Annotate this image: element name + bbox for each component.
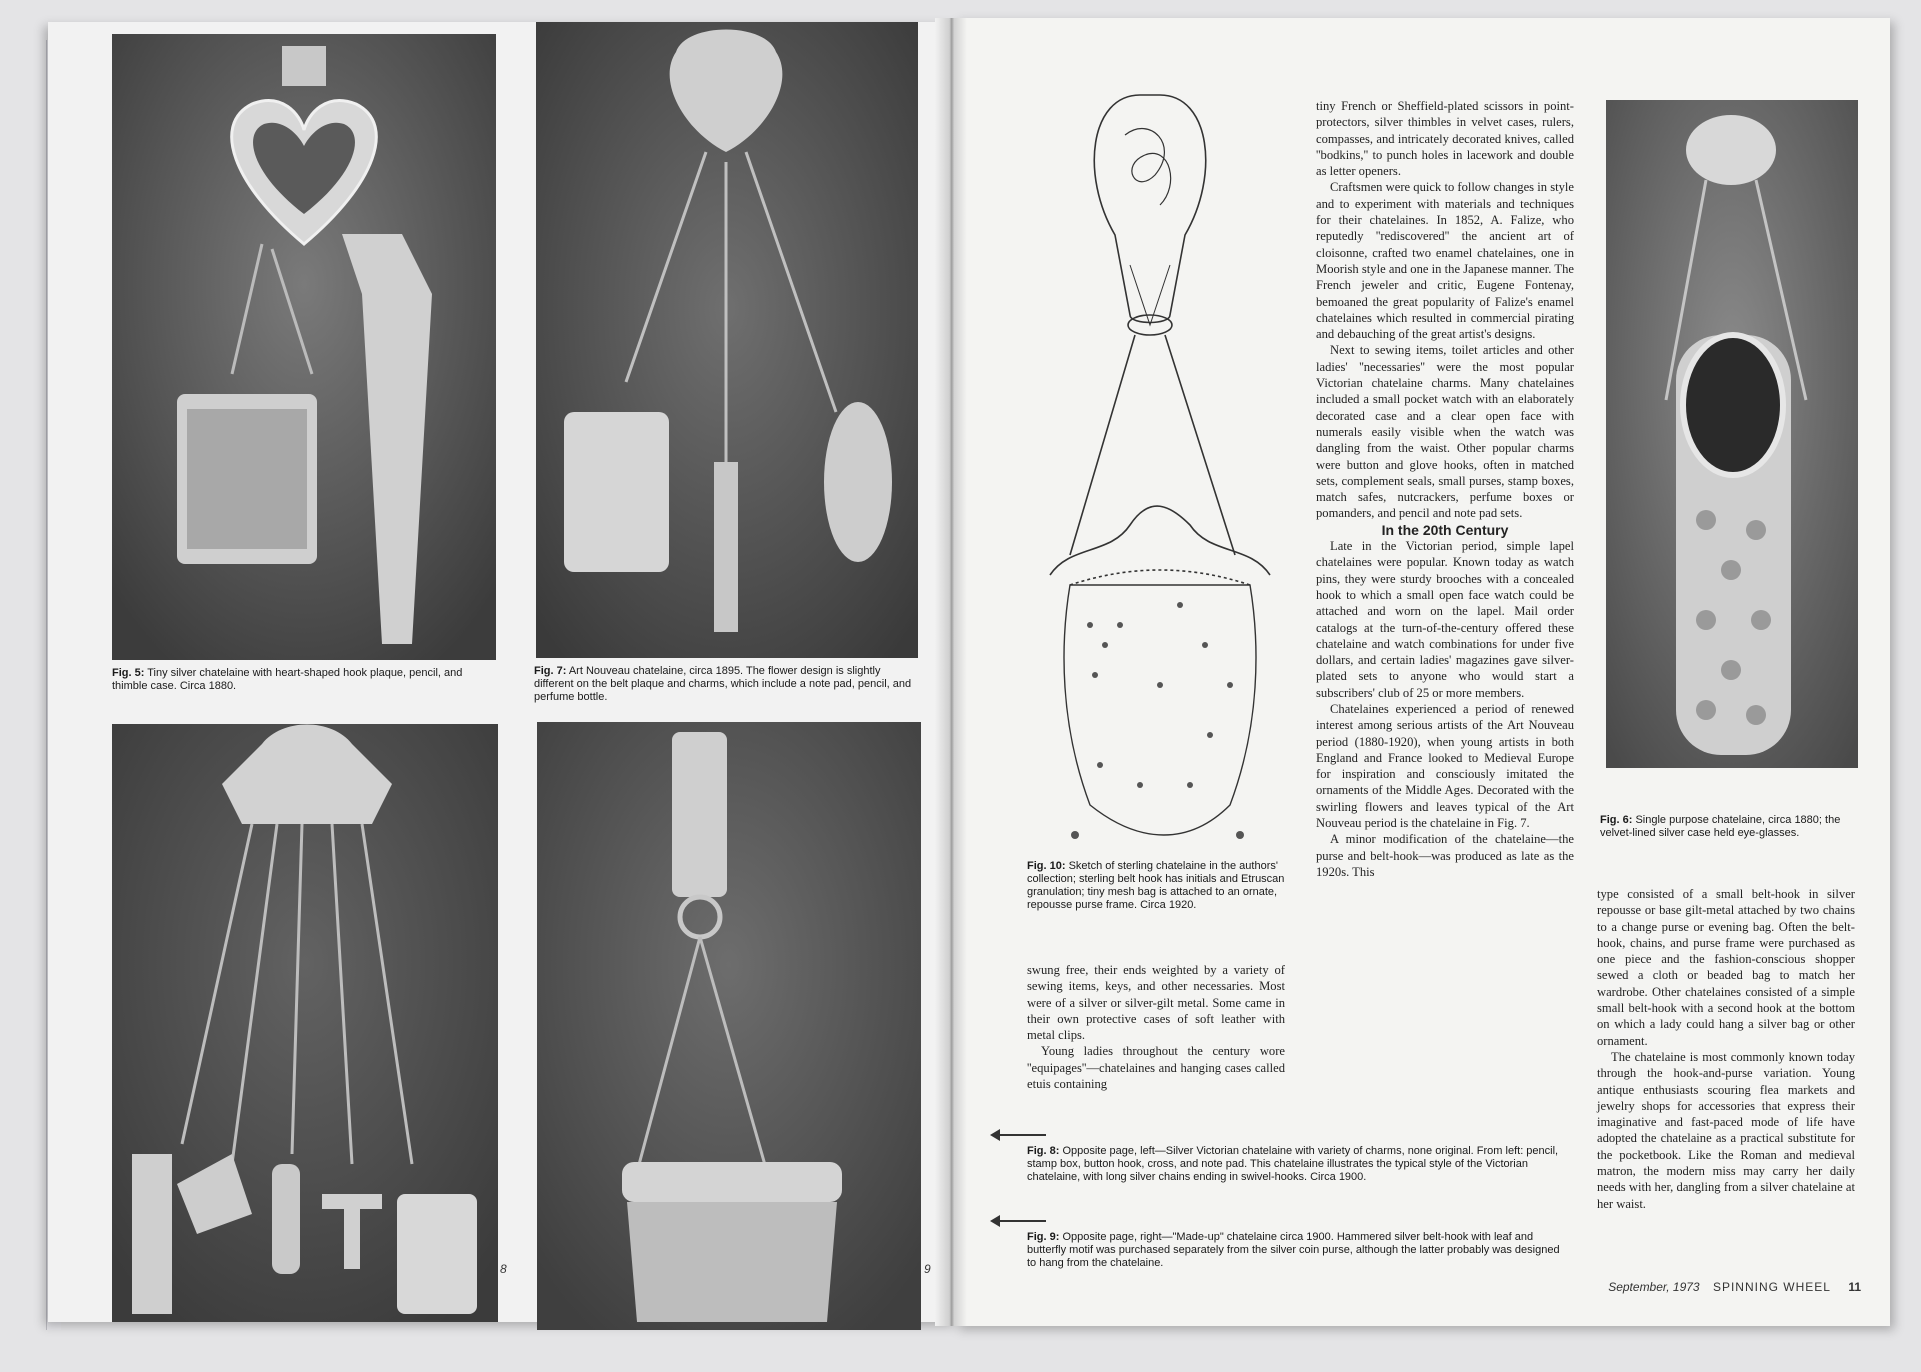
fig9-arrow [992,1220,1046,1222]
fig5-text: Tiny silver chatelaine with heart-shaped hook plaque, pencil, and thimble case. Circa 1880. [112,667,463,692]
page-number-9: 9 [924,1262,931,1276]
fig6-text: Single purpose chatelaine, circa 1880; the velvet-lined silver case held eye-glasses. [1600,814,1841,839]
fig5-label: Fig. 5: [112,667,145,679]
footer-magazine: SPINNING WHEEL [1712,1280,1831,1294]
article-column-2 [1316,98,1574,880]
fig8-label: Fig. 8: [1027,1145,1060,1157]
fig9-label: Fig. 9: [1027,1231,1060,1243]
fig10-sketch [1030,85,1300,855]
section-heading: In the 20th Century [1381,521,1509,538]
fig6-label: Fig. 6: [1600,814,1633,826]
fig7-text: Art Nouveau chatelaine, circa 1895. The flower design is slightly different on the belt plaque and charms, which include a note pad, pencil, and perfume bottle. [534,665,912,703]
fig7-photo [536,22,918,658]
fig5-caption [112,667,496,693]
fig10-label: Fig. 10: [1027,860,1066,872]
fig7-caption [534,665,920,704]
col2-paragraph-4: Late in the Victorian period, simple lapel chatelaines were popular. Known today as watch pins, they were sturdy brooches with a concealed hook to which a small open face watch could be attached and worn on the lapel. Mail order catalogs at the turn-of-the-century offered these chatelaine and watch combinations for under five dollars, and certain ladies' magazines gave silver-plated sets to anyone who would start a subscribers' club of 25 or more members. [1316,539,1574,700]
fig8-text: Opposite page, left—Silver Victorian chatelaine with variety of charms, none original. From left: pencil, stamp box, button hook, cross, and note pad. This chatelaine illustrates the typical style of the Victorian chatelaine, with long silver chains ending in swivel-hooks. Circa 1900. [1027,1145,1559,1183]
fig6-caption [1600,814,1862,840]
binding-gutter [935,18,967,1326]
col2-paragraph-1: tiny French or Sheffield-plated scissors in point-protectors, silver thimbles in velvet cases, rulers, compasses, and intricately decorated knives, called ''bodkins,'' to punch holes in lacework and double as letter openers. [1316,99,1574,179]
col3-paragraph-1: type consisted of a small belt-hook in silver repousse or base gilt-metal attached by two chains to a change purse or evening bag. Often the belt-hook, chains, and purse frame were purchased as one piece and the fashion-conscious shopper sewed a cloth or beaded bag to match her wardrobe. Other chatelaines consisted of a simple small belt-hook with a second hook at the bottom on which a lady could hang a silver bag or other ornament. [1597,887,1855,1048]
fig10-text: Sketch of sterling chatelaine in the authors' collection; sterling belt hook has initials and Etruscan granulation; tiny mesh bag is attached to an ornate, repousse purse frame. Circa 1920. [1027,860,1285,911]
fig8-caption [1027,1145,1567,1184]
fig7-label: Fig. 7: [534,665,567,677]
fig9-photo [537,722,921,1330]
fig10-caption [1027,860,1285,912]
col2-paragraph-5: Chatelaines experienced a period of renewed interest among serious artists of the Art Nouveau period (1880-1920), when young artists in both England and France looked to Medieval Europe for inspiration and consciously imitated the ornaments of the Middle Ages. Decorated with the swirling flowers and leaves typical of the Art Nouveau period is the chatelaine in Fig. 7. [1316,701,1574,831]
page-number-8: 8 [500,1262,507,1276]
footer-page-number: 11 [1848,1280,1861,1294]
fig9-text: Opposite page, right—"Made-up" chatelaine circa 1900. Hammered silver belt-hook with leaf and butterfly motif was purchased separately from the silver coin purse, although the latter probably was designed to hang from the chatelaine. [1027,1231,1560,1269]
col1-paragraph-2: Young ladies throughout the century wore ''equipages''—chatelaines and hanging cases called etuis containing [1027,1044,1285,1092]
page-footer [1608,1280,1861,1294]
fig8-photo [112,724,498,1322]
col2-paragraph-2: Craftsmen were quick to follow changes in style and to experiment with materials and techniques for their chatelaines. In 1852, A. Falize, who reputedly ''rediscovered'' the ancient art of cloisonne, crafted two enamel chatelaines, one in Moorish style and one in the Japanese manner. The French jeweler and critic, Eugene Fontenay, bemoaned the great popularity of Falize's enamel chatelaines which resulted in commercial pirating and debauching of the great artist's designs. [1316,180,1574,342]
footer-date: September, 1973 [1608,1280,1700,1294]
fig6-photo [1606,100,1858,768]
fig8-arrow [992,1134,1046,1136]
col3-paragraph-2: The chatelaine is most commonly known today through the hook-and-purse variation. Young antique enthusiasts scouring flea markets and jewelry shops for accessories that express their imaginative and fast-paced mode of life have adopted the chatelaine as a practical substitute for the pocketbook. Like the Roman and medieval matron, the modern miss may carry her daily needs with her, dangling from a silver chatelaine at her waist. [1597,1049,1855,1211]
col1-paragraph-1: swung free, their ends weighted by a variety of sewing items, keys, and other necessaries. Most were of a silver or silver-gilt metal. Some came in their own protective cases of soft leather with metal clips. [1027,963,1285,1043]
fig5-photo [112,34,496,660]
fig9-caption [1027,1231,1567,1270]
col2-paragraph-3: Next to sewing items, toilet articles and other ladies' ''necessaries'' were the most popular Victorian chatelaine charms. Many chatelaines included a small pocket watch with an elaborately decorated case and a clear open face with numerals easily visible when the watch was dangling from the waist. Other popular charms were button and glove hooks, often in matched sets, complement seals, small purses, stamp boxes, match safes, nutcrackers, perfume boxes or pomanders, and pencil and note pad sets. [1316,343,1574,521]
article-column-3 [1597,886,1855,1212]
article-column-1 [1027,962,1285,1092]
col2-paragraph-6: A minor modification of the chatelaine—the purse and belt-hook—was produced as late as the 1920s. This [1316,832,1574,879]
